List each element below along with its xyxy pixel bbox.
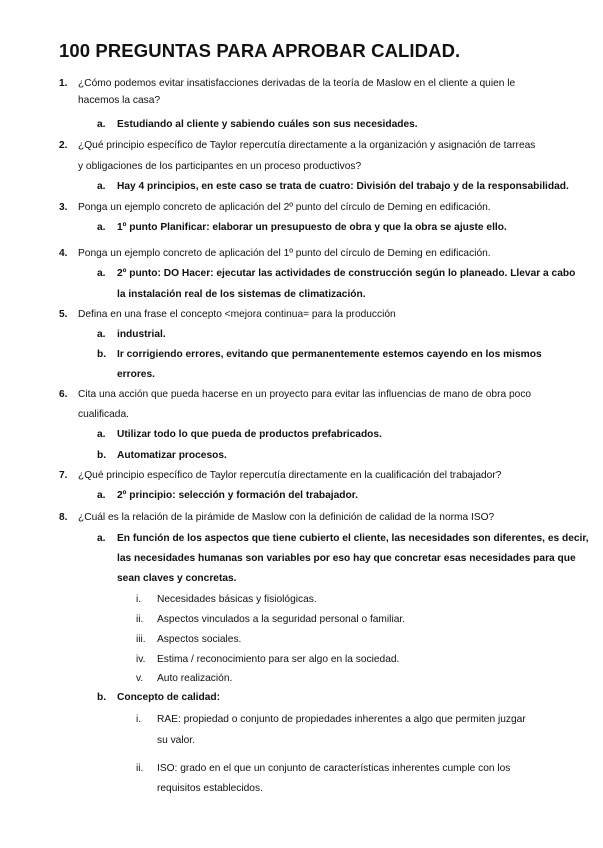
answer-text-line: Hay 4 principios, en este caso se trata de cuatro: División del trabajo y de la responsabilidad. [117, 181, 569, 192]
question-text-line: cualificada. [78, 409, 129, 420]
answer-label: b. [97, 450, 107, 461]
answer-text-line: la instalación real de los sistemas de climatización. [117, 289, 366, 300]
question-number: 2. [59, 140, 68, 151]
subitem-text-line: Necesidades básicas y fisiológicas. [157, 594, 317, 605]
subitem-label: v. [136, 673, 144, 684]
answer-text-line: industrial. [117, 329, 166, 340]
question-number: 6. [59, 389, 68, 400]
answer-label: b. [97, 349, 107, 360]
answer-label: a. [97, 329, 106, 340]
question-text-line: Defina en una frase el concepto <mejora continua= para la producción [78, 309, 396, 320]
answer-text-line: 2º punto: DO Hacer: ejecutar las actividades de construcción según lo planeado. Llevar a cabo [117, 268, 576, 279]
question-text-line: Ponga un ejemplo concreto de aplicación del 1º punto del círculo de Deming en edificación. [78, 248, 491, 259]
answer-label: b. [97, 692, 107, 703]
question-text-line: ¿Cómo podemos evitar insatisfacciones derivadas de la teoría de Maslow en el cliente a quien le [78, 78, 516, 89]
question-text-line: Ponga un ejemplo concreto de aplicación del 2º punto del círculo de Deming en edificación. [78, 202, 491, 213]
question-number: 4. [59, 248, 68, 259]
answer-text-line: sean claves y concretas. [117, 573, 237, 584]
question-text-line: ¿Cuál es la relación de la pirámide de Maslow con la definición de calidad de la norma ISO? [78, 512, 495, 523]
answer-label: a. [97, 119, 106, 130]
answer-text-line: Estudiando al cliente y sabiendo cuáles son sus necesidades. [117, 119, 418, 130]
question-number: 1. [59, 78, 68, 89]
answer-text-line: las necesidades humanas son variables por eso hay que concretar esas necesidades para que [117, 553, 576, 564]
answer-text-line: Automatizar procesos. [117, 450, 227, 461]
answer-label: a. [97, 429, 106, 440]
question-text-line: Cita una acción que pueda hacerse en un proyecto para evitar las influencias de mano de obra poco [78, 389, 532, 400]
answer-text-line: Ir corrigiendo errores, evitando que permanentemente estemos cayendo en los mismos [117, 349, 542, 360]
subitem-text-line: Auto realización. [157, 673, 233, 684]
answer-label: a. [97, 533, 106, 544]
answer-text-line: 2º principio: selección y formación del trabajador. [117, 490, 358, 501]
subitem-label: iv. [136, 654, 146, 665]
answer-text-line: Utilizar todo lo que pueda de productos prefabricados. [117, 429, 382, 440]
answer-label: a. [97, 268, 106, 279]
subitem-text-line: ISO: grado en el que un conjunto de características inherentes cumple con los [157, 763, 511, 774]
question-text-line: y obligaciones de los participantes en un proceso productivos? [78, 161, 362, 172]
subitem-label: i. [136, 594, 142, 605]
subitem-text-line: RAE: propiedad o conjunto de propiedades inherentes a algo que permiten juzgar [157, 714, 526, 725]
answer-text-line: 1º punto Planificar: elaborar un presupuesto de obra y que la obra se ajuste ello. [117, 222, 507, 233]
subitem-text-line: Aspectos vinculados a la seguridad personal o familiar. [157, 614, 406, 625]
question-text-line: hacemos la casa? [78, 95, 161, 106]
subitem-label: iii. [136, 634, 146, 645]
answer-text-line: Concepto de calidad: [117, 692, 221, 703]
question-text-line: ¿Qué principio específico de Taylor repercutía directamente a la organización y asignación de tarreas [78, 140, 536, 151]
question-text-line: ¿Qué principio específico de Taylor repercutía directamente en la cualificación del trabajador? [78, 470, 502, 481]
question-number: 5. [59, 309, 68, 320]
answer-text-line: errores. [117, 369, 155, 380]
answer-label: a. [97, 222, 106, 233]
question-number: 8. [59, 512, 68, 523]
question-number: 7. [59, 470, 68, 481]
subitem-text-line: Estima / reconocimiento para ser algo en la sociedad. [157, 654, 400, 665]
answer-label: a. [97, 181, 106, 192]
subitem-text-line: Aspectos sociales. [157, 634, 242, 645]
answer-text-line: En función de los aspectos que tiene cubierto el cliente, las necesidades son diferentes, es decir, [117, 533, 589, 544]
subitem-label: ii. [136, 763, 144, 774]
subitem-text-line: requisitos establecidos. [157, 783, 263, 794]
answer-label: a. [97, 490, 106, 501]
subitem-text-line: su valor. [157, 735, 195, 746]
question-number: 3. [59, 202, 68, 213]
page-title: 100 PREGUNTAS PARA APROBAR CALIDAD. [59, 40, 461, 61]
subitem-label: i. [136, 714, 142, 725]
subitem-label: ii. [136, 614, 144, 625]
